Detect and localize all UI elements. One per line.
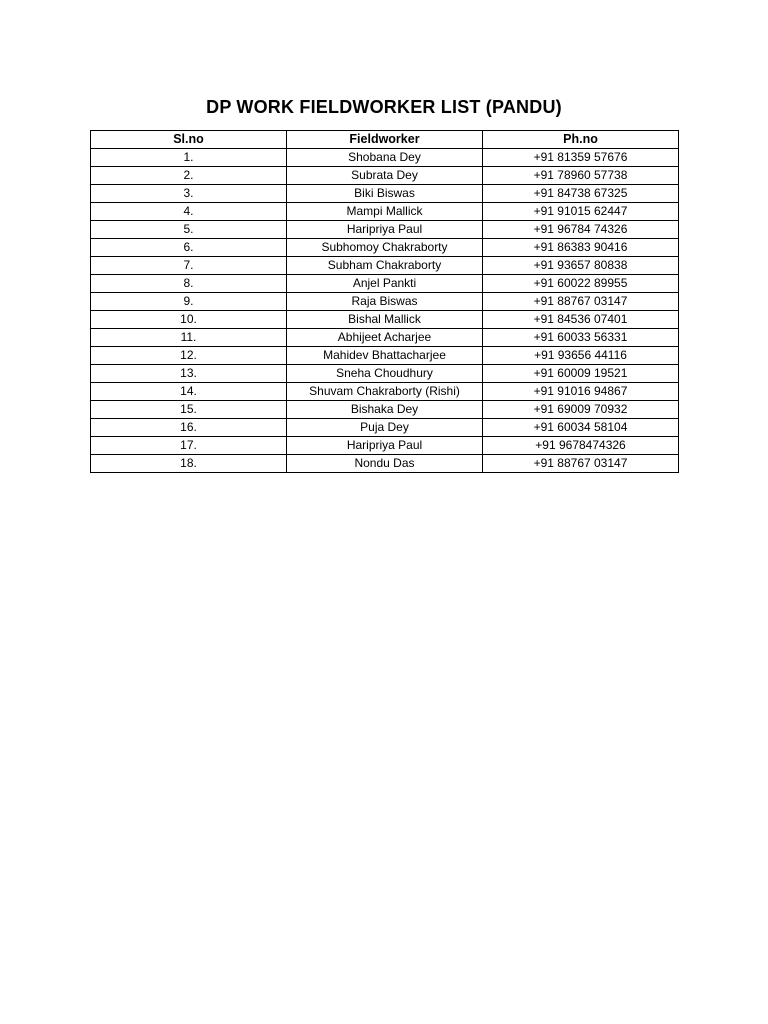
serial-number-cell: 16. [91,419,287,437]
phone-number-cell: +91 96784 74326 [483,221,679,239]
fieldworker-name-cell: Biki Biswas [287,185,483,203]
fieldworker-name-cell: Mampi Mallick [287,203,483,221]
phone-number-cell: +91 86383 90416 [483,239,679,257]
phone-number-cell: +91 81359 57676 [483,149,679,167]
serial-number-cell: 4. [91,203,287,221]
fieldworker-name-cell: Bishaka Dey [287,401,483,419]
phone-number-cell: +91 93657 80838 [483,257,679,275]
serial-number-cell: 6. [91,239,287,257]
phone-number-cell: +91 9678474326 [483,437,679,455]
serial-number-cell: 10. [91,311,287,329]
serial-number-cell: 3. [91,185,287,203]
phone-number-cell: +91 84738 67325 [483,185,679,203]
table-body [91,149,679,473]
serial-number-cell: 7. [91,257,287,275]
table-row [91,365,679,383]
fieldworker-name-cell: Sneha Choudhury [287,365,483,383]
serial-number-cell: 17. [91,437,287,455]
table-row [91,383,679,401]
phone-number-cell: +91 69009 70932 [483,401,679,419]
fieldworker-name-cell: Raja Biswas [287,293,483,311]
phone-number-cell: +91 93656 44116 [483,347,679,365]
table-row [91,401,679,419]
table-header-row [91,131,679,149]
phone-number-cell: +91 60033 56331 [483,329,679,347]
fieldworker-table [90,130,679,473]
table-row [91,167,679,185]
table-row [91,185,679,203]
serial-number-cell: 14. [91,383,287,401]
serial-number-cell: 1. [91,149,287,167]
table-row [91,437,679,455]
serial-number-cell: 5. [91,221,287,239]
fieldworker-name-cell: Nondu Das [287,455,483,473]
header-fieldworker: Fieldworker [287,131,483,149]
fieldworker-name-cell: Haripriya Paul [287,437,483,455]
serial-number-cell: 2. [91,167,287,185]
phone-number-cell: +91 84536 07401 [483,311,679,329]
table-row [91,311,679,329]
phone-number-cell: +91 60022 89955 [483,275,679,293]
phone-number-cell: +91 91015 62447 [483,203,679,221]
table-row [91,257,679,275]
table-row [91,347,679,365]
page-title: DP WORK FIELDWORKER LIST (PANDU) [206,97,562,117]
phone-number-cell: +91 88767 03147 [483,455,679,473]
fieldworker-name-cell: Puja Dey [287,419,483,437]
phone-number-cell: +91 91016 94867 [483,383,679,401]
phone-number-cell: +91 60009 19521 [483,365,679,383]
fieldworker-name-cell: Subham Chakraborty [287,257,483,275]
fieldworker-name-cell: Subrata Dey [287,167,483,185]
fieldworker-name-cell: Mahidev Bhattacharjee [287,347,483,365]
table-row [91,275,679,293]
fieldworker-name-cell: Shuvam Chakraborty (Rishi) [287,383,483,401]
phone-number-cell: +91 60034 58104 [483,419,679,437]
table-row [91,221,679,239]
table-row [91,329,679,347]
fieldworker-name-cell: Subhomoy Chakraborty [287,239,483,257]
table-row [91,293,679,311]
table-row [91,149,679,167]
fieldworker-name-cell: Abhijeet Acharjee [287,329,483,347]
fieldworker-name-cell: Bishal Mallick [287,311,483,329]
serial-number-cell: 12. [91,347,287,365]
serial-number-cell: 9. [91,293,287,311]
phone-number-cell: +91 88767 03147 [483,293,679,311]
serial-number-cell: 8. [91,275,287,293]
table-row [91,239,679,257]
table-row [91,455,679,473]
serial-number-cell: 11. [91,329,287,347]
header-phone-number: Ph.no [483,131,679,149]
fieldworker-name-cell: Shobana Dey [287,149,483,167]
phone-number-cell: +91 78960 57738 [483,167,679,185]
fieldworker-name-cell: Haripriya Paul [287,221,483,239]
table-row [91,203,679,221]
header-serial-number: Sl.no [91,131,287,149]
table-row [91,419,679,437]
serial-number-cell: 13. [91,365,287,383]
serial-number-cell: 15. [91,401,287,419]
serial-number-cell: 18. [91,455,287,473]
fieldworker-name-cell: Anjel Pankti [287,275,483,293]
